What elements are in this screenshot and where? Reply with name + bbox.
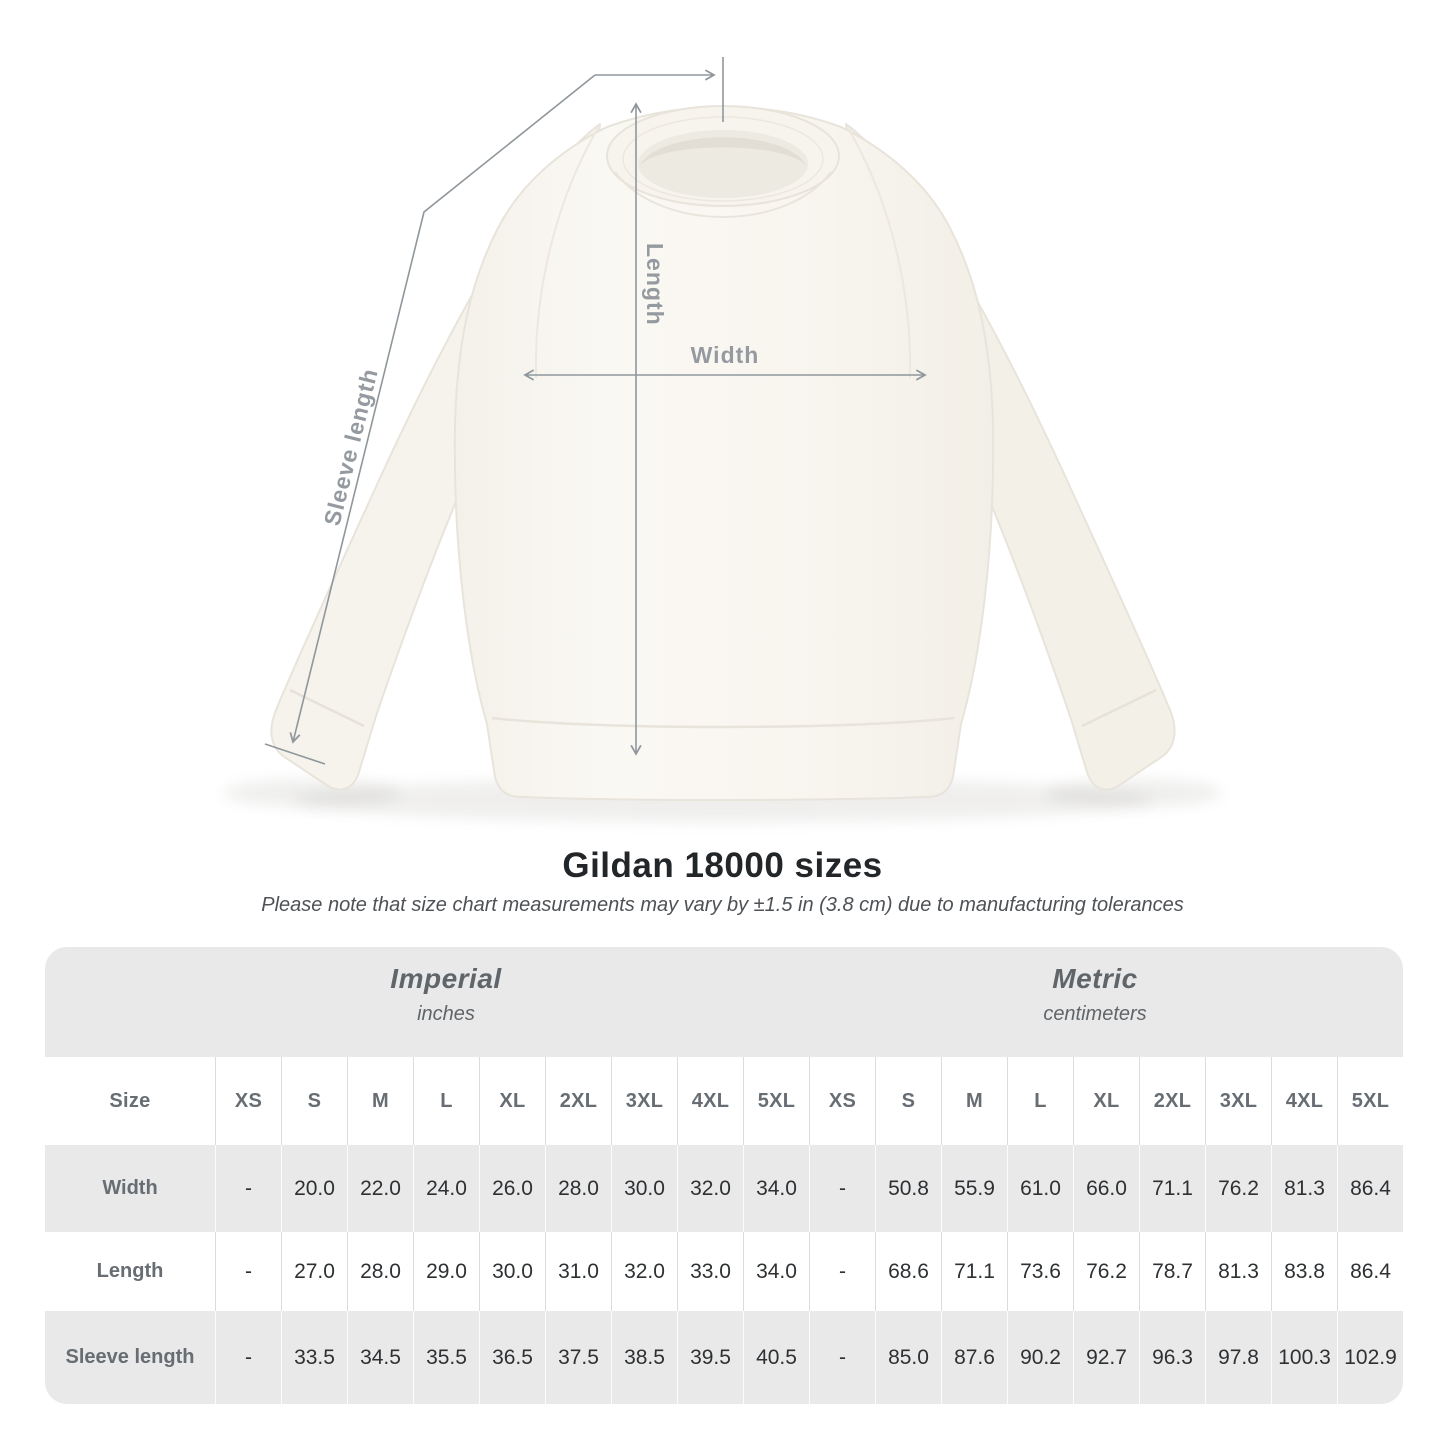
metric-title: Metric — [1052, 963, 1138, 994]
size-value-cell: 32.0 — [677, 1145, 743, 1232]
size-value-cell: 73.6 — [1007, 1232, 1073, 1311]
size-value-cell: 81.3 — [1205, 1232, 1271, 1311]
size-value-cell: - — [809, 1145, 875, 1232]
size-value-cell: 24.0 — [413, 1145, 479, 1232]
size-value-cell: 71.1 — [1139, 1145, 1205, 1232]
size-value-cell: 61.0 — [1007, 1145, 1073, 1232]
size-col-header: 4XL — [1271, 1057, 1337, 1145]
size-col-header: L — [413, 1057, 479, 1145]
size-value-cell: 36.5 — [479, 1311, 545, 1404]
size-value-cell: 85.0 — [875, 1311, 941, 1404]
width-label: Width — [690, 342, 760, 368]
size-value-cell: - — [809, 1311, 875, 1404]
size-value-cell: 22.0 — [347, 1145, 413, 1232]
size-value-cell: 33.5 — [281, 1311, 347, 1404]
size-value-cell: 28.0 — [347, 1232, 413, 1311]
size-value-cell: 90.2 — [1007, 1311, 1073, 1404]
size-value-cell: 92.7 — [1073, 1311, 1139, 1404]
size-col-header: 2XL — [545, 1057, 611, 1145]
tolerance-note: Please note that size chart measurements may vary by ±1.5 in (3.8 cm) due to manufacturing tolerances — [261, 894, 1184, 916]
size-col-header: XS — [215, 1057, 281, 1145]
size-value-cell: 83.8 — [1271, 1232, 1337, 1311]
row-label: Length — [45, 1232, 215, 1311]
row-label: Width — [45, 1145, 215, 1232]
size-value-cell: 30.0 — [611, 1145, 677, 1232]
size-value-cell: 34.0 — [743, 1145, 809, 1232]
size-col-header: M — [941, 1057, 1007, 1145]
size-value-cell: 100.3 — [1271, 1311, 1337, 1404]
size-value-cell: 86.4 — [1337, 1145, 1403, 1232]
size-value-cell: 26.0 — [479, 1145, 545, 1232]
sleeve-length-label: Sleeve length — [318, 365, 383, 529]
size-value-cell: 97.8 — [1205, 1311, 1271, 1404]
size-value-cell: 33.0 — [677, 1232, 743, 1311]
size-value-cell: 30.0 — [479, 1232, 545, 1311]
size-value-cell: 34.0 — [743, 1232, 809, 1311]
size-value-cell: 55.9 — [941, 1145, 1007, 1232]
size-col-header: XS — [809, 1057, 875, 1145]
size-col-header: L — [1007, 1057, 1073, 1145]
size-value-cell: 27.0 — [281, 1232, 347, 1311]
size-value-cell: 76.2 — [1205, 1145, 1271, 1232]
size-value-cell: 31.0 — [545, 1232, 611, 1311]
size-value-cell: 71.1 — [941, 1232, 1007, 1311]
size-col-header: 5XL — [1337, 1057, 1403, 1145]
size-col-header: M — [347, 1057, 413, 1145]
size-value-cell: 87.6 — [941, 1311, 1007, 1404]
size-value-cell: 35.5 — [413, 1311, 479, 1404]
size-value-cell: 102.9 — [1337, 1311, 1403, 1404]
size-value-cell: 76.2 — [1073, 1232, 1139, 1311]
size-col-header: 4XL — [677, 1057, 743, 1145]
size-value-cell: 39.5 — [677, 1311, 743, 1404]
size-col-header: 3XL — [611, 1057, 677, 1145]
size-column-header: Size — [45, 1057, 215, 1145]
imperial-unit: inches — [417, 1003, 475, 1025]
size-value-cell: 96.3 — [1139, 1311, 1205, 1404]
size-value-cell: 86.4 — [1337, 1232, 1403, 1311]
size-col-header: 5XL — [743, 1057, 809, 1145]
size-value-cell: 81.3 — [1271, 1145, 1337, 1232]
metric-unit: centimeters — [1043, 1003, 1147, 1025]
body-panel — [455, 107, 993, 800]
size-value-cell: 78.7 — [1139, 1232, 1205, 1311]
page-title: Gildan 18000 sizes — [562, 846, 883, 885]
size-value-cell: 66.0 — [1073, 1145, 1139, 1232]
size-col-header: S — [875, 1057, 941, 1145]
size-value-cell: 28.0 — [545, 1145, 611, 1232]
size-value-cell: 37.5 — [545, 1311, 611, 1404]
size-grid — [45, 1057, 1403, 1404]
imperial-title: Imperial — [390, 963, 502, 994]
size-value-cell: 68.6 — [875, 1232, 941, 1311]
size-value-cell: - — [215, 1311, 281, 1404]
size-value-cell: - — [215, 1232, 281, 1311]
metric-header — [1043, 963, 1146, 1026]
size-value-cell: 40.5 — [743, 1311, 809, 1404]
size-col-header: 3XL — [1205, 1057, 1271, 1145]
size-value-cell: 34.5 — [347, 1311, 413, 1404]
unit-header-band — [45, 947, 1403, 1057]
row-label: Sleeve length — [45, 1311, 215, 1404]
size-col-header: 2XL — [1139, 1057, 1205, 1145]
size-col-header: S — [281, 1057, 347, 1145]
size-value-cell: - — [809, 1232, 875, 1311]
size-value-cell: 50.8 — [875, 1145, 941, 1232]
size-value-cell: 32.0 — [611, 1232, 677, 1311]
size-col-header: XL — [1073, 1057, 1139, 1145]
size-value-cell: 20.0 — [281, 1145, 347, 1232]
size-value-cell: 29.0 — [413, 1232, 479, 1311]
size-chart-table — [45, 947, 1403, 1404]
size-value-cell: - — [215, 1145, 281, 1232]
length-label: Length — [642, 243, 668, 326]
size-value-cell: 38.5 — [611, 1311, 677, 1404]
size-col-header: XL — [479, 1057, 545, 1145]
imperial-header — [390, 963, 501, 1026]
